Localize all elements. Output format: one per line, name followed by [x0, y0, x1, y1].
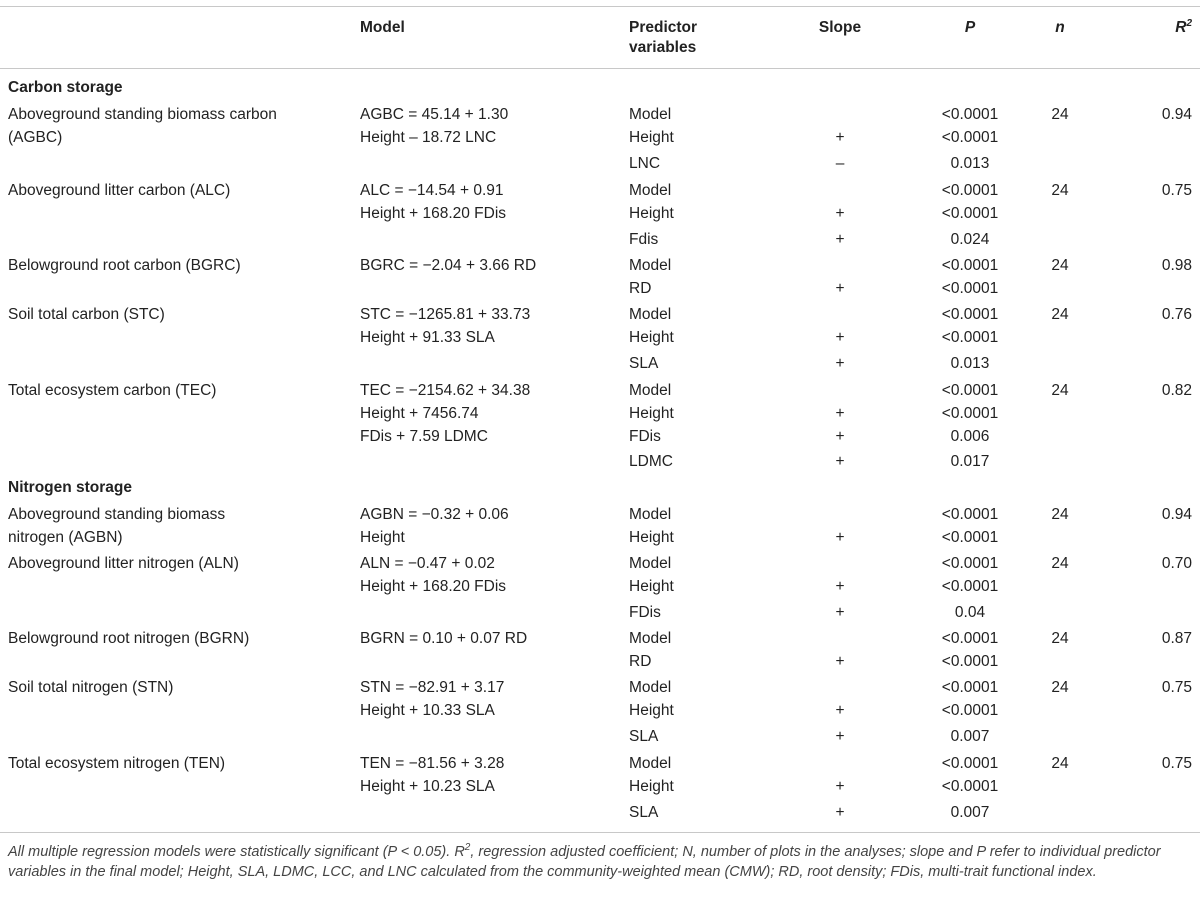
- response-variable: Aboveground litter carbon (ALC): [8, 182, 231, 199]
- predictor-name: Height: [629, 205, 674, 222]
- predictor-name: FDis: [629, 604, 661, 621]
- n-value: 24: [1051, 630, 1069, 647]
- model-equation: STN = −82.91 + 3.17: [360, 679, 505, 696]
- n-value: 24: [1051, 382, 1069, 399]
- slope-sign: +: [835, 804, 845, 821]
- r2-value: 0.94: [1161, 106, 1192, 123]
- p-value: <0.0001: [941, 257, 999, 274]
- model-equation: TEN = −81.56 + 3.28: [360, 755, 505, 772]
- slope-sign: +: [835, 778, 845, 795]
- header-model: Model: [360, 19, 405, 36]
- response-variable: Belowground root carbon (BGRC): [8, 257, 241, 274]
- p-value: <0.0001: [941, 529, 999, 546]
- slope-sign: +: [835, 231, 845, 248]
- slope-sign: +: [835, 453, 845, 470]
- p-value: <0.0001: [941, 555, 999, 572]
- n-value: 24: [1051, 506, 1069, 523]
- header-n-text: n: [1055, 19, 1065, 36]
- predictor-name: Model: [629, 382, 672, 399]
- model-equation: AGBC = 45.14 + 1.30: [360, 106, 509, 123]
- predictor-name: LDMC: [629, 453, 673, 470]
- model-equation: BGRC = −2.04 + 3.66 RD: [360, 257, 537, 274]
- p-value: 0.013: [950, 155, 990, 172]
- bottom-rule: [0, 832, 1200, 833]
- predictor-name: Model: [629, 257, 672, 274]
- response-variable: nitrogen (AGBN): [8, 529, 123, 546]
- model-equation: Height + 10.23 SLA: [360, 778, 495, 795]
- predictor-name: Height: [629, 329, 674, 346]
- model-equation: ALN = −0.47 + 0.02: [360, 555, 495, 572]
- model-equation: Height + 91.33 SLA: [360, 329, 495, 346]
- predictor-name: Model: [629, 755, 672, 772]
- n-value: 24: [1051, 306, 1069, 323]
- header-predictor-line2: variables: [629, 39, 697, 56]
- slope-sign: +: [835, 604, 845, 621]
- predictor-name: SLA: [629, 355, 659, 372]
- model-equation: ALC = −14.54 + 0.91: [360, 182, 504, 199]
- p-value: <0.0001: [941, 506, 999, 523]
- p-value: 0.007: [950, 728, 990, 745]
- predictor-name: Height: [629, 578, 674, 595]
- p-value: <0.0001: [941, 329, 999, 346]
- header-rule: [0, 68, 1200, 69]
- p-value: <0.0001: [941, 778, 999, 795]
- model-equation: FDis + 7.59 LDMC: [360, 428, 488, 445]
- predictor-name: RD: [629, 280, 652, 297]
- r2-value: 0.75: [1161, 755, 1192, 772]
- predictor-name: Model: [629, 506, 672, 523]
- predictor-name: Height: [629, 529, 674, 546]
- footnote-part2: , regression adjusted coefficient; N, number of plots in the analyses; slope and P refer to individual predictor variables in the final model; Height, SLA, LDMC, LCC, and LNC calculated from the community-weighted mean (CMW); RD, root density; FDis, multi-trait functional index.: [8, 844, 1161, 880]
- table-footnote: [8, 842, 1192, 882]
- p-value: <0.0001: [941, 106, 999, 123]
- p-value: 0.007: [950, 804, 990, 821]
- r2-value: 0.76: [1161, 306, 1192, 323]
- slope-sign: +: [835, 205, 845, 222]
- section-title: Carbon storage: [8, 79, 123, 96]
- response-variable: Aboveground litter nitrogen (ALN): [8, 555, 239, 572]
- predictor-name: Model: [629, 182, 672, 199]
- header-slope: Slope: [818, 19, 862, 36]
- model-equation: Height + 168.20 FDis: [360, 578, 507, 595]
- r2-value: 0.82: [1161, 382, 1192, 399]
- p-value: <0.0001: [941, 182, 999, 199]
- response-variable: Aboveground standing biomass carbon: [8, 106, 277, 123]
- p-value: <0.0001: [941, 205, 999, 222]
- predictor-name: SLA: [629, 728, 659, 745]
- p-value: <0.0001: [941, 382, 999, 399]
- p-value: <0.0001: [941, 653, 999, 670]
- p-value: <0.0001: [941, 280, 999, 297]
- model-equation: Height + 10.33 SLA: [360, 702, 495, 719]
- predictor-name: SLA: [629, 804, 659, 821]
- predictor-name: Height: [629, 778, 674, 795]
- p-value: 0.006: [950, 428, 990, 445]
- header-p-text: P: [964, 19, 976, 36]
- r2-value: 0.98: [1161, 257, 1192, 274]
- predictor-name: Fdis: [629, 231, 659, 248]
- p-value: <0.0001: [941, 578, 999, 595]
- p-value: 0.04: [954, 604, 986, 621]
- p-value: <0.0001: [941, 306, 999, 323]
- p-value: 0.024: [950, 231, 990, 248]
- p-value: 0.017: [950, 453, 990, 470]
- r2-value: 0.70: [1161, 555, 1192, 572]
- model-equation: BGRN = 0.10 + 0.07 RD: [360, 630, 528, 647]
- p-value: <0.0001: [941, 679, 999, 696]
- r2-value: 0.94: [1161, 506, 1192, 523]
- response-variable: Belowground root nitrogen (BGRN): [8, 630, 250, 647]
- header-predictor-line1: Predictor: [629, 19, 698, 36]
- r2-value: 0.87: [1161, 630, 1192, 647]
- header-r2-sup: 2: [1186, 17, 1192, 29]
- response-variable: Soil total nitrogen (STN): [8, 679, 174, 696]
- predictor-name: Height: [629, 129, 674, 146]
- model-equation: Height – 18.72 LNC: [360, 129, 497, 146]
- slope-sign: +: [835, 280, 845, 297]
- r2-value: 0.75: [1161, 679, 1192, 696]
- response-variable: Total ecosystem carbon (TEC): [8, 382, 217, 399]
- model-equation: Height: [360, 529, 405, 546]
- model-equation: Height + 168.20 FDis: [360, 205, 507, 222]
- slope-sign: +: [835, 653, 845, 670]
- r2-value: 0.75: [1161, 182, 1192, 199]
- footnote-sup: 2: [464, 842, 471, 854]
- slope-sign: +: [835, 129, 845, 146]
- p-value: <0.0001: [941, 405, 999, 422]
- header-r2-text: R: [1175, 19, 1187, 36]
- header-r2: [1175, 18, 1192, 38]
- response-variable: Soil total carbon (STC): [8, 306, 165, 323]
- slope-sign: +: [835, 578, 845, 595]
- n-value: 24: [1051, 182, 1069, 199]
- model-equation: Height + 7456.74: [360, 405, 479, 422]
- slope-sign: +: [835, 329, 845, 346]
- predictor-name: RD: [629, 653, 652, 670]
- model-equation: AGBN = −0.32 + 0.06: [360, 506, 509, 523]
- n-value: 24: [1051, 555, 1069, 572]
- slope-sign: +: [835, 428, 845, 445]
- response-variable: (AGBC): [8, 129, 63, 146]
- predictor-name: LNC: [629, 155, 661, 172]
- slope-sign: +: [835, 405, 845, 422]
- predictor-name: Height: [629, 405, 674, 422]
- top-rule: [0, 6, 1200, 7]
- n-value: 24: [1051, 755, 1069, 772]
- p-value: <0.0001: [941, 702, 999, 719]
- slope-sign: +: [835, 355, 845, 372]
- header-n: [1030, 18, 1090, 38]
- predictor-name: Height: [629, 702, 674, 719]
- n-value: 24: [1051, 106, 1069, 123]
- p-value: <0.0001: [941, 129, 999, 146]
- response-variable: Total ecosystem nitrogen (TEN): [8, 755, 226, 772]
- n-value: 24: [1051, 257, 1069, 274]
- predictor-name: Model: [629, 555, 672, 572]
- slope-sign: +: [835, 529, 845, 546]
- n-value: 24: [1051, 679, 1069, 696]
- p-value: <0.0001: [941, 755, 999, 772]
- predictor-name: Model: [629, 106, 672, 123]
- model-equation: STC = −1265.81 + 33.73: [360, 306, 531, 323]
- response-variable: Aboveground standing biomass: [8, 506, 226, 523]
- predictor-name: Model: [629, 306, 672, 323]
- model-equation: TEC = −2154.62 + 34.38: [360, 382, 531, 399]
- slope-sign: +: [835, 702, 845, 719]
- header-p: [920, 18, 1020, 38]
- predictor-name: Model: [629, 630, 672, 647]
- predictor-name: Model: [629, 679, 672, 696]
- slope-sign: +: [835, 728, 845, 745]
- predictor-name: FDis: [629, 428, 661, 445]
- p-value: <0.0001: [941, 630, 999, 647]
- section-title: Nitrogen storage: [8, 479, 133, 496]
- footnote-part1: All multiple regression models were statistically significant (P < 0.05). R: [8, 844, 465, 860]
- slope-sign: –: [835, 155, 845, 172]
- p-value: 0.013: [950, 355, 990, 372]
